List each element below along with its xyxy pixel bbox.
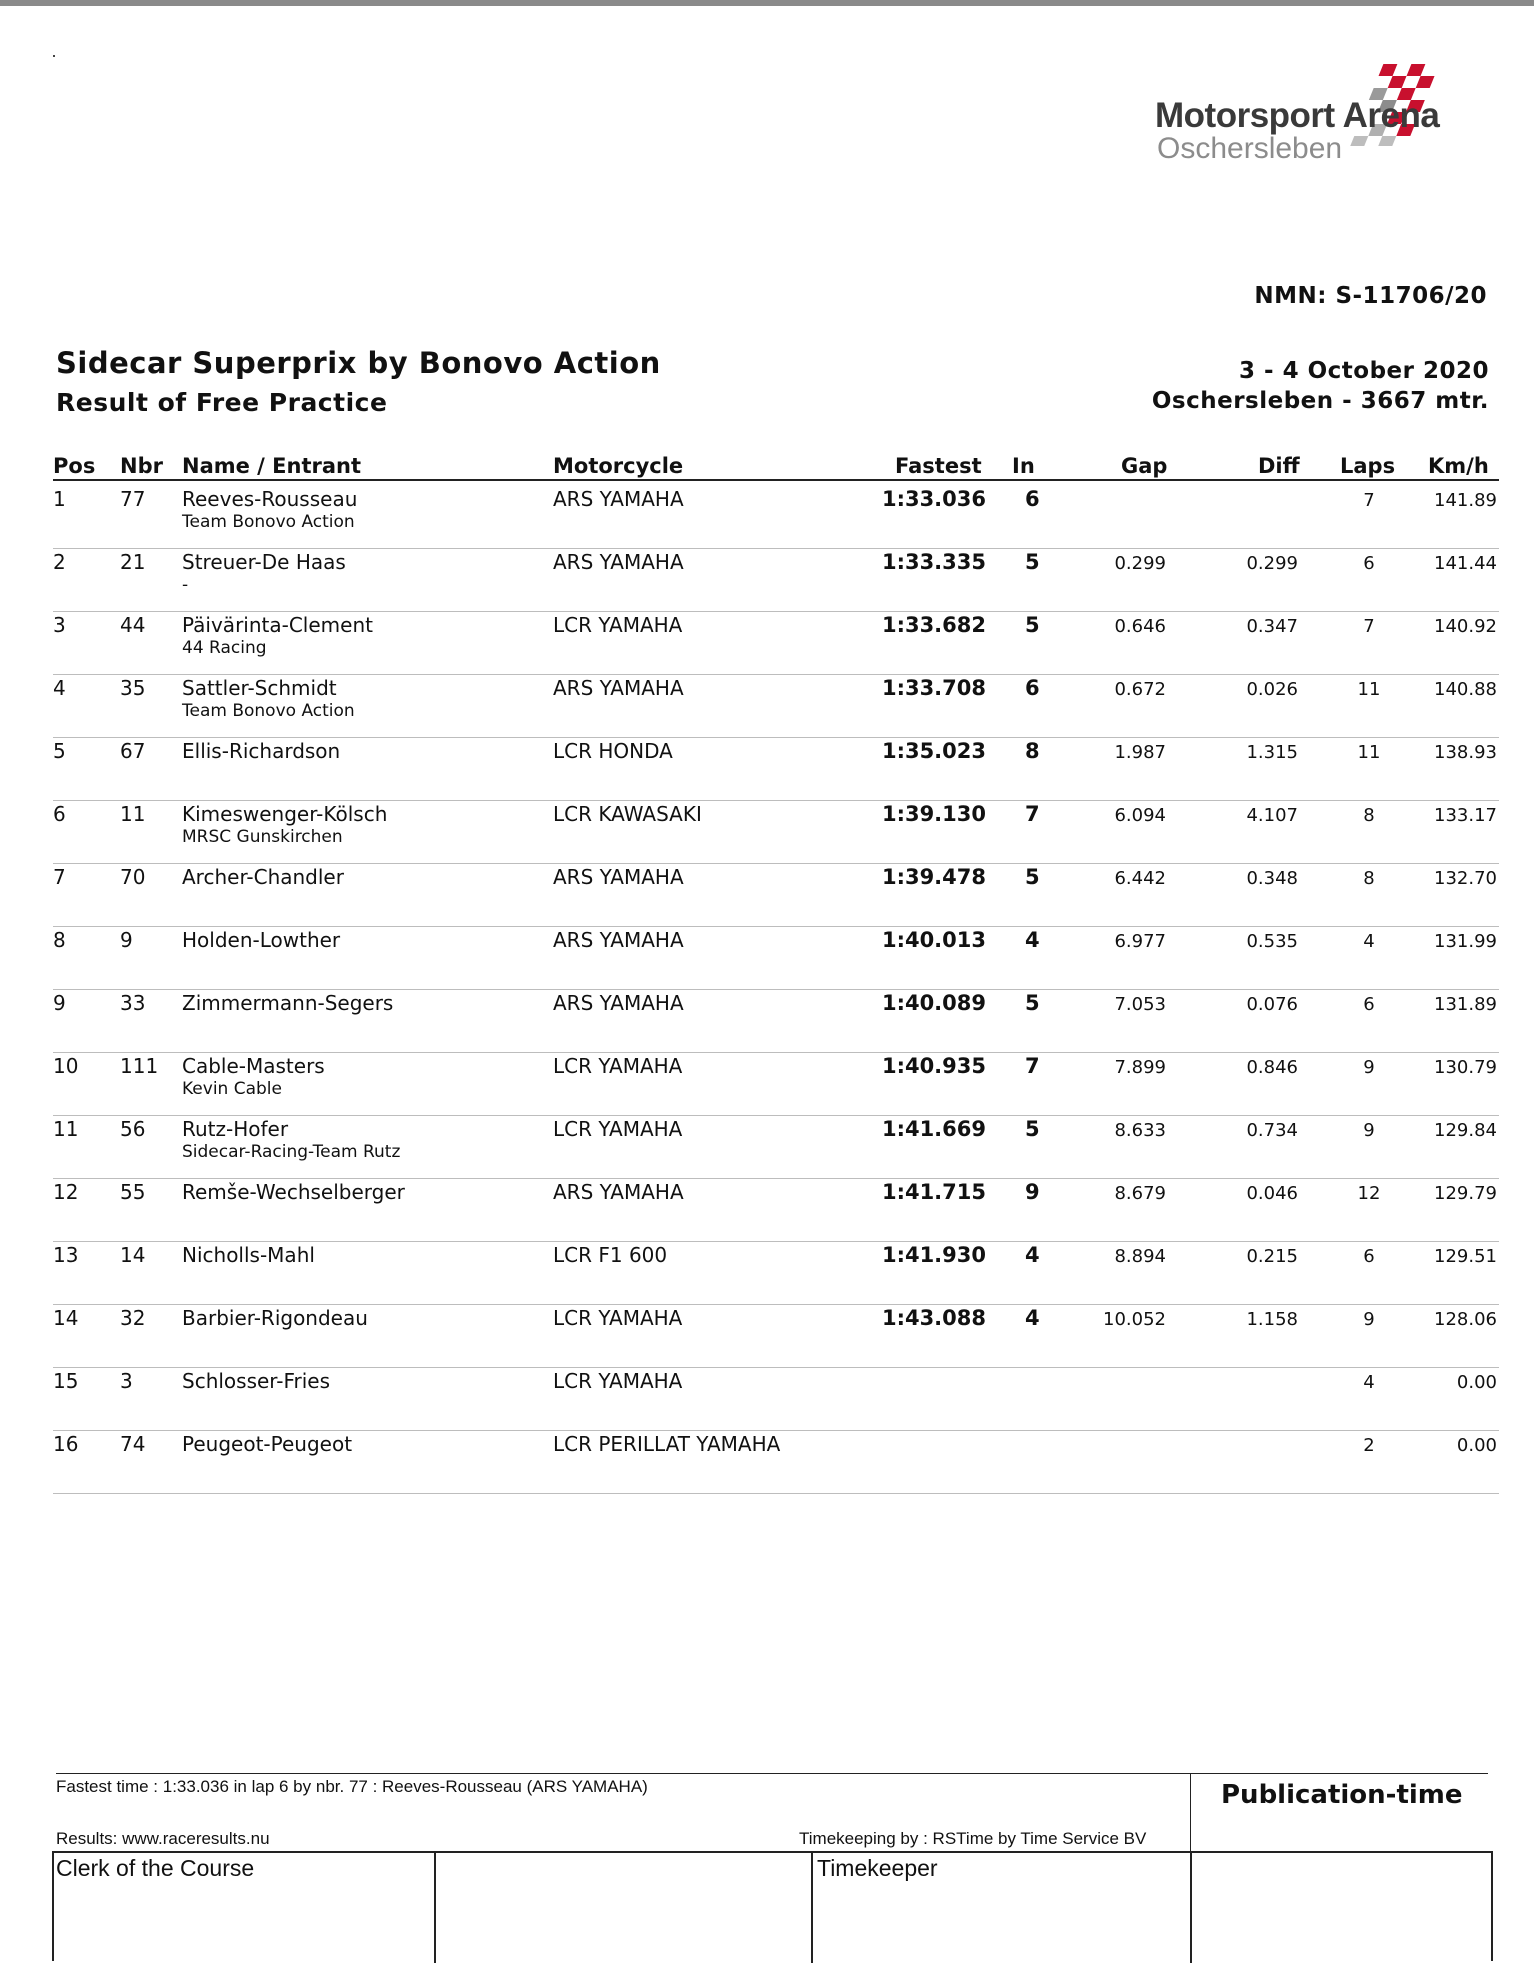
table-row [0, 486, 1534, 549]
motorcycle-cell: LCR KAWASAKI [553, 802, 702, 826]
event-dates: 3 - 4 October 2020 [1239, 358, 1489, 384]
name-cell: Holden-Lowther [182, 928, 341, 952]
entrant-cell: Team Bonovo Action [182, 701, 355, 721]
footer-rule [56, 1773, 1488, 1774]
name-cell: Archer-Chandler [182, 865, 344, 889]
diff-cell: 0.347 [1246, 616, 1298, 637]
gap-cell: 6.977 [1114, 931, 1166, 952]
kmh-cell: 128.06 [1434, 1309, 1497, 1330]
col-laps-header: Laps [1340, 454, 1396, 478]
pos-cell: 13 [53, 1243, 79, 1267]
kmh-cell: 0.00 [1456, 1372, 1497, 1393]
entrant-cell: - [182, 575, 189, 595]
session-title: Result of Free Practice [56, 388, 388, 417]
name-cell: Peugeot-Peugeot [182, 1432, 353, 1456]
col-in-header: In [1012, 454, 1035, 478]
stray-dot [53, 55, 55, 57]
col-diff-header: Diff [1258, 454, 1300, 478]
gap-cell: 6.094 [1114, 805, 1166, 826]
event-title: Sidecar Superprix by Bonovo Action [56, 346, 661, 380]
nbr-cell: 74 [120, 1432, 146, 1456]
motorcycle-cell: ARS YAMAHA [553, 487, 684, 511]
kmh-cell: 141.44 [1434, 553, 1497, 574]
header-rule [53, 479, 1499, 481]
in-lap-cell: 7 [1025, 1054, 1040, 1078]
col-motorcycle-header: Motorcycle [553, 454, 684, 478]
table-row [0, 1179, 1534, 1242]
nmn-permit: NMN: S-11706/20 [1254, 283, 1487, 309]
pos-cell: 7 [53, 865, 66, 889]
nbr-cell: 11 [120, 802, 146, 826]
pos-cell: 8 [53, 928, 66, 952]
laps-cell: 7 [1363, 490, 1375, 511]
col-name-header: Name / Entrant [182, 454, 362, 478]
diff-cell: 0.046 [1246, 1183, 1298, 1204]
fastest-cell: 1:39.478 [881, 865, 986, 889]
kmh-cell: 129.84 [1434, 1120, 1497, 1141]
gap-cell: 0.299 [1114, 553, 1166, 574]
entrant-cell: Sidecar-Racing-Team Rutz [182, 1142, 401, 1162]
name-cell: Ellis-Richardson [182, 739, 341, 763]
motorcycle-cell: ARS YAMAHA [553, 928, 684, 952]
fastest-cell: 1:35.023 [881, 739, 986, 763]
nbr-cell: 44 [120, 613, 146, 637]
nbr-cell: 55 [120, 1180, 146, 1204]
gap-cell: 0.646 [1114, 616, 1166, 637]
diff-cell: 0.215 [1246, 1246, 1298, 1267]
diff-cell: 0.026 [1246, 679, 1298, 700]
pos-cell: 12 [53, 1180, 79, 1204]
kmh-cell: 130.79 [1434, 1057, 1497, 1078]
event-venue: Oschersleben - 3667 mtr. [1151, 388, 1489, 414]
kmh-cell: 141.89 [1434, 490, 1497, 511]
motorcycle-cell: ARS YAMAHA [553, 1180, 684, 1204]
nbr-cell: 14 [120, 1243, 146, 1267]
pos-cell: 14 [53, 1306, 79, 1330]
diff-cell: 0.299 [1246, 553, 1298, 574]
laps-cell: 6 [1363, 1246, 1375, 1267]
name-cell: Nicholls-Mahl [182, 1243, 315, 1267]
diff-cell: 0.734 [1246, 1120, 1298, 1141]
in-lap-cell: 4 [1025, 928, 1040, 952]
results-website: Results: www.raceresults.nu [56, 1829, 270, 1848]
in-lap-cell: 4 [1025, 1306, 1040, 1330]
laps-cell: 7 [1363, 616, 1375, 637]
publication-time-label: Publication-time [1221, 1780, 1463, 1810]
pos-cell: 6 [53, 802, 66, 826]
name-cell: Sattler-Schmidt [182, 676, 337, 700]
logo-subtitle: Oschersleben [1157, 132, 1343, 165]
col-kmh-header: Km/h [1428, 454, 1489, 478]
fastest-cell: 1:41.715 [881, 1180, 986, 1204]
nbr-cell: 32 [120, 1306, 146, 1330]
entrant-cell: 44 Racing [182, 638, 267, 658]
name-cell: Kimeswenger-Kölsch [182, 802, 388, 826]
entrant-cell: Team Bonovo Action [182, 512, 355, 532]
footer-divider [1190, 1773, 1191, 1853]
name-cell: Streuer-De Haas [182, 550, 346, 574]
motorcycle-cell: LCR PERILLAT YAMAHA [553, 1432, 781, 1456]
diff-cell: 0.535 [1246, 931, 1298, 952]
col-gap-header: Gap [1121, 454, 1168, 478]
motorcycle-cell: ARS YAMAHA [553, 550, 684, 574]
name-cell: Reeves-Rousseau [182, 487, 358, 511]
nbr-cell: 33 [120, 991, 146, 1015]
gap-cell: 0.672 [1114, 679, 1166, 700]
table-row [0, 990, 1534, 1053]
nbr-cell: 9 [120, 928, 133, 952]
table-row [0, 612, 1534, 675]
laps-cell: 9 [1363, 1057, 1375, 1078]
laps-cell: 8 [1363, 868, 1375, 889]
in-lap-cell: 5 [1025, 991, 1040, 1015]
diff-cell: 0.348 [1246, 868, 1298, 889]
entrant-cell: MRSC Gunskirchen [182, 827, 343, 847]
table-row [0, 1116, 1534, 1179]
gap-cell: 6.442 [1114, 868, 1166, 889]
laps-cell: 11 [1357, 679, 1381, 700]
fastest-cell: 1:33.682 [881, 613, 986, 637]
gap-cell: 7.053 [1114, 994, 1166, 1015]
table-row [0, 738, 1534, 801]
diff-cell: 0.846 [1246, 1057, 1298, 1078]
motorcycle-cell: LCR YAMAHA [553, 1369, 683, 1393]
logo-title: Motorsport Arena [1155, 96, 1440, 135]
fastest-cell: 1:43.088 [881, 1306, 986, 1330]
signature-divider [434, 1853, 436, 1963]
table-row [0, 864, 1534, 927]
gap-cell: 8.633 [1114, 1120, 1166, 1141]
motorcycle-cell: ARS YAMAHA [553, 865, 684, 889]
fastest-cell: 1:40.089 [881, 991, 986, 1015]
kmh-cell: 138.93 [1434, 742, 1497, 763]
fastest-time-summary: Fastest time : 1:33.036 in lap 6 by nbr. 77 : Reeves-Rousseau (ARS YAMAHA) [56, 1777, 648, 1796]
table-header [0, 454, 1534, 480]
signature-divider [811, 1853, 813, 1963]
motorcycle-cell: LCR YAMAHA [553, 613, 683, 637]
table-row [0, 1368, 1534, 1431]
in-lap-cell: 7 [1025, 802, 1040, 826]
nbr-cell: 56 [120, 1117, 146, 1141]
kmh-cell: 133.17 [1434, 805, 1497, 826]
in-lap-cell: 8 [1025, 739, 1040, 763]
gap-cell: 1.987 [1114, 742, 1166, 763]
table-row [0, 1305, 1534, 1368]
name-cell: Remše-Wechselberger [182, 1180, 405, 1204]
fastest-cell: 1:40.013 [881, 928, 986, 952]
signature-box [52, 1851, 1493, 1961]
clerk-of-course-label: Clerk of the Course [56, 1855, 255, 1881]
table-row [0, 1053, 1534, 1116]
pos-cell: 2 [53, 550, 66, 574]
timekeeper-label: Timekeeper [817, 1855, 938, 1881]
name-cell: Rutz-Hofer [182, 1117, 289, 1141]
diff-cell: 1.158 [1246, 1309, 1298, 1330]
kmh-cell: 0.00 [1456, 1435, 1497, 1456]
table-row [0, 675, 1534, 738]
kmh-cell: 131.99 [1434, 931, 1497, 952]
diff-cell: 4.107 [1246, 805, 1298, 826]
laps-cell: 9 [1363, 1309, 1375, 1330]
name-cell: Schlosser-Fries [182, 1369, 331, 1393]
kmh-cell: 132.70 [1434, 868, 1497, 889]
fastest-cell: 1:40.935 [881, 1054, 986, 1078]
col-pos-header: Pos [53, 454, 96, 478]
nbr-cell: 77 [120, 487, 146, 511]
timekeeping-credit: Timekeeping by : RSTime by Time Service BV [799, 1829, 1147, 1848]
laps-cell: 8 [1363, 805, 1375, 826]
nbr-cell: 21 [120, 550, 146, 574]
motorcycle-cell: LCR HONDA [553, 739, 673, 763]
fastest-cell: 1:33.036 [881, 487, 986, 511]
kmh-cell: 140.88 [1434, 679, 1497, 700]
gap-cell: 8.894 [1114, 1246, 1166, 1267]
gap-cell: 7.899 [1114, 1057, 1166, 1078]
laps-cell: 12 [1357, 1183, 1381, 1204]
fastest-cell: 1:39.130 [881, 802, 986, 826]
fastest-cell: 1:33.708 [881, 676, 986, 700]
laps-cell: 11 [1357, 742, 1381, 763]
fastest-cell: 1:41.669 [881, 1117, 986, 1141]
motorcycle-cell: ARS YAMAHA [553, 991, 684, 1015]
pos-cell: 10 [53, 1054, 79, 1078]
col-nbr-header: Nbr [120, 454, 163, 478]
pos-cell: 5 [53, 739, 66, 763]
motorcycle-cell: LCR YAMAHA [553, 1306, 683, 1330]
in-lap-cell: 4 [1025, 1243, 1040, 1267]
in-lap-cell: 5 [1025, 865, 1040, 889]
nbr-cell: 111 [120, 1054, 159, 1078]
pos-cell: 1 [53, 487, 66, 511]
gap-cell: 10.052 [1103, 1309, 1166, 1330]
motorcycle-cell: LCR F1 600 [553, 1243, 668, 1267]
name-cell: Cable-Masters [182, 1054, 325, 1078]
laps-cell: 4 [1363, 931, 1375, 952]
diff-cell: 1.315 [1246, 742, 1298, 763]
nbr-cell: 3 [120, 1369, 133, 1393]
motorcycle-cell: ARS YAMAHA [553, 676, 684, 700]
motorsport-arena-logo [1155, 60, 1485, 170]
in-lap-cell: 5 [1025, 550, 1040, 574]
laps-cell: 6 [1363, 553, 1375, 574]
col-fastest-header: Fastest [895, 454, 982, 478]
pos-cell: 4 [53, 676, 66, 700]
table-row [0, 801, 1534, 864]
table-row [0, 1242, 1534, 1305]
laps-cell: 2 [1363, 1435, 1375, 1456]
motorcycle-cell: LCR YAMAHA [553, 1054, 683, 1078]
pos-cell: 15 [53, 1369, 79, 1393]
gap-cell: 8.679 [1114, 1183, 1166, 1204]
in-lap-cell: 5 [1025, 613, 1040, 637]
laps-cell: 9 [1363, 1120, 1375, 1141]
laps-cell: 6 [1363, 994, 1375, 1015]
in-lap-cell: 9 [1025, 1180, 1040, 1204]
row-separator [53, 1493, 1499, 1494]
laps-cell: 4 [1363, 1372, 1375, 1393]
pos-cell: 3 [53, 613, 66, 637]
table-row [0, 927, 1534, 990]
kmh-cell: 129.51 [1434, 1246, 1497, 1267]
fastest-cell: 1:41.930 [881, 1243, 986, 1267]
in-lap-cell: 5 [1025, 1117, 1040, 1141]
top-border [0, 0, 1534, 6]
diff-cell: 0.076 [1246, 994, 1298, 1015]
kmh-cell: 131.89 [1434, 994, 1497, 1015]
name-cell: Zimmermann-Segers [182, 991, 394, 1015]
nbr-cell: 70 [120, 865, 146, 889]
pos-cell: 11 [53, 1117, 79, 1141]
kmh-cell: 129.79 [1434, 1183, 1497, 1204]
pos-cell: 9 [53, 991, 66, 1015]
nbr-cell: 67 [120, 739, 146, 763]
in-lap-cell: 6 [1025, 676, 1040, 700]
table-row [0, 549, 1534, 612]
name-cell: Päivärinta-Clement [182, 613, 373, 637]
fastest-cell: 1:33.335 [881, 550, 986, 574]
in-lap-cell: 6 [1025, 487, 1040, 511]
signature-divider [1190, 1853, 1192, 1963]
table-row [0, 1431, 1534, 1494]
pos-cell: 16 [53, 1432, 79, 1456]
nbr-cell: 35 [120, 676, 146, 700]
entrant-cell: Kevin Cable [182, 1079, 282, 1099]
motorcycle-cell: LCR YAMAHA [553, 1117, 683, 1141]
name-cell: Barbier-Rigondeau [182, 1306, 368, 1330]
kmh-cell: 140.92 [1434, 616, 1497, 637]
